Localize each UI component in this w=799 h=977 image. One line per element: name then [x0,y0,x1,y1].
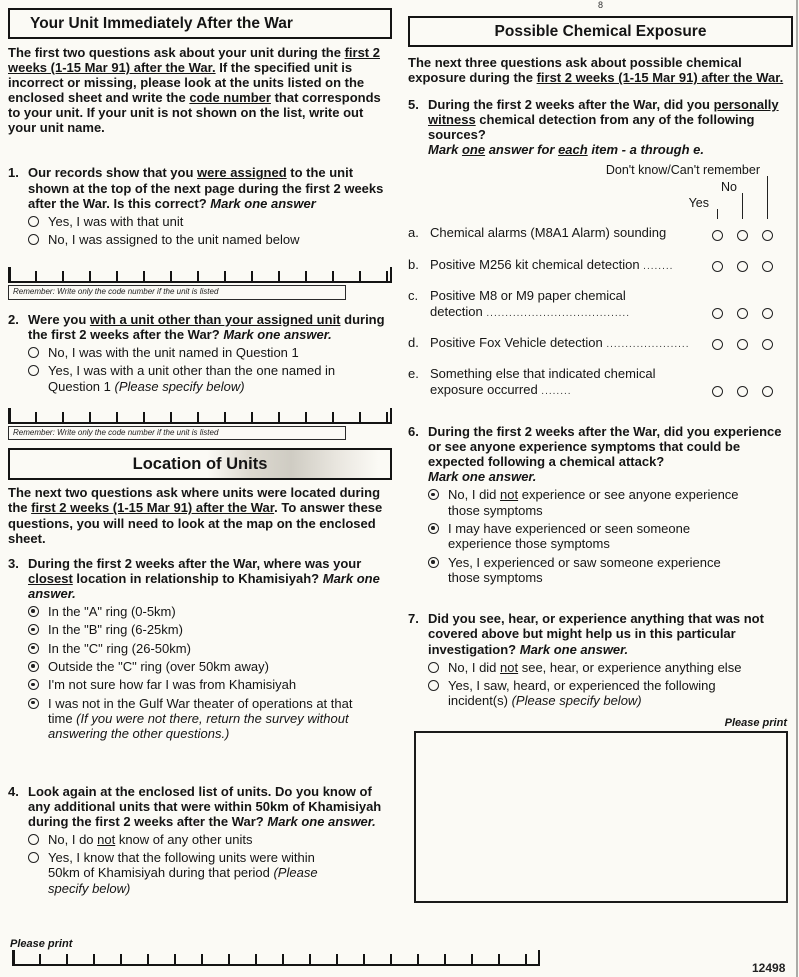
radio-icon[interactable] [712,339,723,350]
radio-icon[interactable] [762,386,773,397]
q1-option-no [28,232,392,247]
q5-answer-grid-header [408,163,793,219]
unit-code-ruler-1[interactable] [8,271,392,283]
section-header-unit [8,8,392,39]
question-5 [408,97,793,398]
option-label: No, I was with the unit named in Question 1 [48,344,299,360]
section-header-chemical [408,16,793,47]
question-6 [408,424,793,585]
leader-dots: ........ [643,260,674,272]
column-header-yes: Yes [688,196,709,211]
section-title-location: Location of Units [132,455,268,474]
mark-instruction: Mark one answer. [28,570,380,601]
right-column [408,16,793,903]
question-7-number: 7. [408,611,419,627]
q3-option-ring-a [28,604,392,619]
radio-icon[interactable] [762,308,773,319]
text-segment: (Please specify below) [48,865,318,896]
radio-icon[interactable] [428,680,439,691]
radio-icon[interactable] [28,679,39,690]
text-segment: No, I do [48,831,98,847]
item-text [430,335,689,351]
ruler-caption-2 [8,426,346,440]
option-label [448,660,741,675]
question-2 [8,312,392,394]
text-segment: code number [189,90,271,106]
intro-unit-paragraph [8,45,392,135]
question-2-number: 2. [8,311,19,327]
radio-icon[interactable] [712,386,723,397]
question-3-number: 3. [8,555,19,571]
q5-item-c [408,288,793,320]
question-4 [8,784,392,897]
mark-instruction: Mark one answer. [519,641,629,657]
text-segment: with a unit other than your assigned unit [89,311,341,327]
question-1 [8,165,392,247]
item-text [430,366,682,398]
q6-option-maybe [428,521,793,552]
question-7 [408,611,793,708]
text-segment: Did you see, hear, or experience anything that was not covered above but might help us in this particular investigation? [428,611,764,657]
radio-icon[interactable] [28,234,39,245]
leader-dots: ........ [541,385,572,397]
option-label [448,678,768,709]
text-segment: Mark [428,142,462,158]
text-segment: Our records show that you [28,165,198,181]
leader-dots: ...................................... [486,307,630,319]
option-label: No, I was assigned to the unit named below [48,232,300,247]
q5-item-e [408,366,793,398]
text-segment: Something else that indicated chemical exposure occurred [430,366,656,397]
mark-instruction [428,142,704,157]
q6-option-no [428,487,793,518]
text-segment: . To answer these questions, you will need to look at the map on the enclosed sheet. [8,500,383,546]
q2-option-yes [28,363,392,394]
text-segment: closest [28,570,73,586]
radio-icon[interactable] [737,230,748,241]
q3-option-outside-c [28,659,392,674]
column-header-dont-know: Don't know/Can't remember [605,163,760,178]
question-6-text [428,424,793,484]
radio-icon[interactable] [428,557,439,568]
text-segment: I was not in the Gulf War theater of operations at that time [48,695,353,726]
radio-icon[interactable] [28,698,39,709]
radio-icon[interactable] [428,489,439,500]
unit-list-write-ruler[interactable] [12,954,540,966]
text-segment: not [500,659,519,675]
text-segment: Positive M256 kit chemical detection [430,256,640,272]
radio-icon[interactable] [762,339,773,350]
please-print-label-right: Please print [724,716,787,729]
text-segment: (Please specify below) [511,693,642,709]
text-segment: Were you [28,311,90,327]
radio-icon[interactable] [737,308,748,319]
text-segment: to the unit shown at the top of the next page during the first 2 weeks after the War. Is this correct? [28,165,384,211]
text-segment: that corresponds to your unit. If your unit is not shown on the list, write out your unit name. [8,90,381,136]
text-segment: The next three questions ask about possible chemical exposure during the [408,54,742,86]
text-segment: personally witness [428,97,779,128]
mark-instruction: Mark one answer. [428,469,537,485]
text-segment: were assigned [197,165,287,181]
grid-guide-line [742,193,744,219]
text-segment: The next two questions ask where units were located during the [8,485,381,516]
option-label: Outside the "C" ring (over 50km away) [48,658,269,674]
question-1-text [28,165,392,210]
item-letter: c. [408,287,419,303]
question-4-number: 4. [8,783,19,799]
question-1-number: 1. [8,165,19,181]
text-segment: Yes, I was with a unit other than the one named in Question 1 [48,363,336,394]
text-segment: (Please specify below) [114,378,245,394]
q3-option-ring-c [28,641,392,656]
q4-option-yes [28,850,392,896]
text-segment: not [500,487,519,503]
text-segment: (If you were not there, return the survey without answering the other questions.) [48,710,349,742]
radio-icon[interactable] [28,852,39,863]
option-label: I'm not sure how far I was from Khamisiyah [48,677,297,693]
radio-icon[interactable] [712,308,723,319]
text-segment: If the specified unit is incorrect or missing, please look at the units listed on the enclosed sheet and write the [8,60,365,106]
text-segment: Look again at the enclosed list of units. Do you know of any additional units that were within 50km of Khamisiyah during the first 2 weeks after the War? [28,783,382,829]
text-segment: see, hear, or experience anything else [518,659,742,675]
text-segment: location in relationship to Khamisiyah? [72,570,323,586]
radio-icon[interactable] [712,261,723,272]
ruler-caption-1 [8,285,346,299]
radio-icon[interactable] [737,339,748,350]
item-text [430,225,666,241]
mark-instruction: Mark one answer [210,195,316,211]
column-header-no: No [721,180,737,195]
radio-icon[interactable] [28,661,39,672]
item-letter: d. [408,334,419,350]
q3-option-not-sure [28,677,392,692]
text-segment: know of any other units [115,831,253,847]
text-segment: item - a through e. [587,142,704,158]
question-5-text [428,97,793,157]
section-title-unit: Your Unit Immediately After the War [30,15,293,32]
text-segment: experience or see anyone experience those symptoms [448,487,739,518]
radio-icon[interactable] [712,230,723,241]
incident-write-in-box[interactable] [414,731,788,903]
text-segment: during the first 2 weeks after the War? [28,311,385,342]
radio-icon[interactable] [428,523,439,534]
text-segment: Remember: Write only the code number if the unit is listed [13,287,219,297]
radio-icon[interactable] [28,365,39,376]
text-segment: Positive Fox Vehicle detection [430,334,603,350]
grid-guide-line [767,176,769,219]
left-column [8,8,392,899]
item-text [430,288,670,320]
radio-icon[interactable] [762,261,773,272]
grid-guide-line [717,209,719,219]
question-2-text [28,312,392,342]
radio-icon[interactable] [28,643,39,654]
radio-icon[interactable] [737,261,748,272]
item-letter: e. [408,366,419,382]
question-3 [8,556,392,742]
intro-location-paragraph [8,485,392,545]
radio-icon[interactable] [428,662,439,673]
mark-instruction: Mark one answer. [267,813,376,829]
q4-option-no [28,832,392,847]
option-label: In the "C" ring (26-50km) [48,640,191,656]
mark-instruction: Mark one answer. [223,326,332,342]
please-print-label-left: Please print [10,938,73,950]
text-segment: No, I did [448,659,501,675]
text-segment: not [97,831,116,847]
question-6-number: 6. [408,424,419,440]
text-segment: first 2 weeks (1-15 Mar 91) after the War [31,500,275,516]
q7-option-no [428,660,793,675]
option-label [48,696,378,742]
radio-icon[interactable] [762,230,773,241]
form-number: 12498 [752,961,786,975]
text-segment: No, I did [448,487,501,503]
scan-artifact: 8 [598,0,604,10]
text-segment: Yes, I saw, heard, or experienced the following incident(s) [448,677,716,709]
leader-dots: ...................... [606,338,690,350]
q5-item-d [408,335,793,351]
option-label [48,832,253,847]
radio-icon[interactable] [28,624,39,635]
option-label: Yes, I was with that unit [48,213,184,229]
text-segment: During the first 2 weeks after the War, where was your [28,555,362,571]
text-segment: first 2 weeks (1-15 Mar 91) after the War. [8,44,380,76]
q5-item-b [408,257,793,273]
radio-icon[interactable] [737,386,748,397]
text-segment: During the first 2 weeks after the War, did you [428,97,714,113]
question-3-text [28,556,392,601]
text-segment: Yes, I know that the following units were within 50km of Khamisiyah during that period [48,850,315,881]
text-segment: chemical detection from any of the following sources? [428,112,755,143]
text-segment: one [461,142,486,158]
text-segment: The first two questions ask about your unit during the [8,44,345,60]
item-letter: b. [408,256,419,272]
q5-item-a [408,225,793,241]
unit-code-ruler-2[interactable] [8,412,392,424]
q3-option-not-in-theater [28,696,392,742]
question-4-text [28,784,392,829]
option-label [448,487,748,518]
option-label [48,363,368,394]
item-text [430,257,673,273]
item-letter: a. [408,225,419,241]
text-segment: Chemical alarms (M8A1 Alarm) sounding [430,225,667,241]
option-label: In the "A" ring (0-5km) [48,603,176,619]
question-5-number: 5. [408,97,419,113]
section-title-chemical: Possible Chemical Exposure [494,23,707,40]
radio-icon[interactable] [28,606,39,617]
question-7-text [428,611,793,656]
q2-option-no [28,345,392,360]
option-label: Yes, I experienced or saw someone experience those symptoms [448,554,721,586]
radio-icon[interactable] [28,216,39,227]
text-segment: first 2 weeks (1-15 Mar 91) after the War. [536,70,784,86]
text-segment: Positive M8 or M9 paper chemical detection [430,287,626,319]
q6-option-yes [428,555,793,586]
section-header-location [8,448,392,480]
text-segment: answer for [485,142,559,158]
text-segment: During the first 2 weeks after the War, did you experience or see anyone experience symptoms that could be expected following a chemical attack? [428,424,782,470]
q3-option-ring-b [28,622,392,637]
text-segment: Remember: Write only the code number if the unit is listed [13,427,219,437]
q1-option-yes [28,214,392,229]
option-label [48,850,348,896]
option-label: In the "B" ring (6-25km) [48,622,183,638]
text-segment: each [558,142,588,158]
radio-icon[interactable] [28,347,39,358]
option-label: I may have experienced or seen someone experience those symptoms [448,521,691,552]
radio-icon[interactable] [28,834,39,845]
intro-chemical-paragraph [408,55,793,85]
q7-option-yes [428,678,793,709]
